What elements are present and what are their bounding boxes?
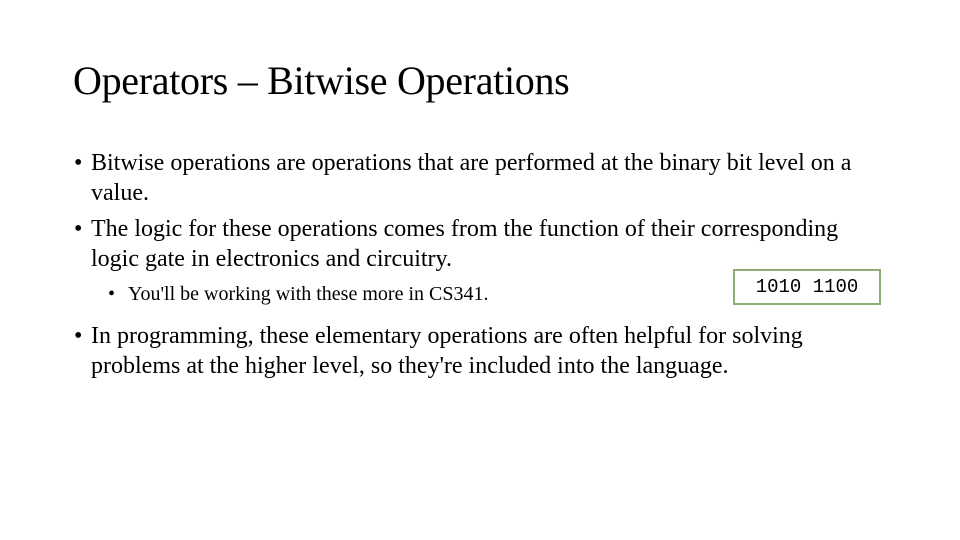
- bullet-list: [74, 148, 874, 381]
- bullet-item: [74, 214, 874, 274]
- bullet-dot: •: [74, 323, 83, 349]
- bullet-text: In programming, these elementary operations are often helpful for solving problems at the higher level, so they're included into the language.: [91, 323, 803, 379]
- bullet-dot: •: [74, 216, 83, 242]
- bullet-item: [74, 148, 874, 208]
- bullet-text: Bitwise operations are operations that are performed at the binary bit level on a value.: [91, 150, 852, 206]
- bullet-item: [74, 321, 874, 381]
- slide-title: Operators – Bitwise Operations: [73, 58, 570, 103]
- bullet-dot: •: [74, 150, 83, 176]
- bullet-text: The logic for these operations comes from the function of their corresponding logic gate in electronics and circuitry.: [91, 216, 839, 272]
- bullet-dot: •: [108, 283, 116, 305]
- binary-example-box: 1010 1100: [733, 269, 881, 305]
- sub-bullet-text: You'll be working with these more in CS341.: [128, 283, 489, 305]
